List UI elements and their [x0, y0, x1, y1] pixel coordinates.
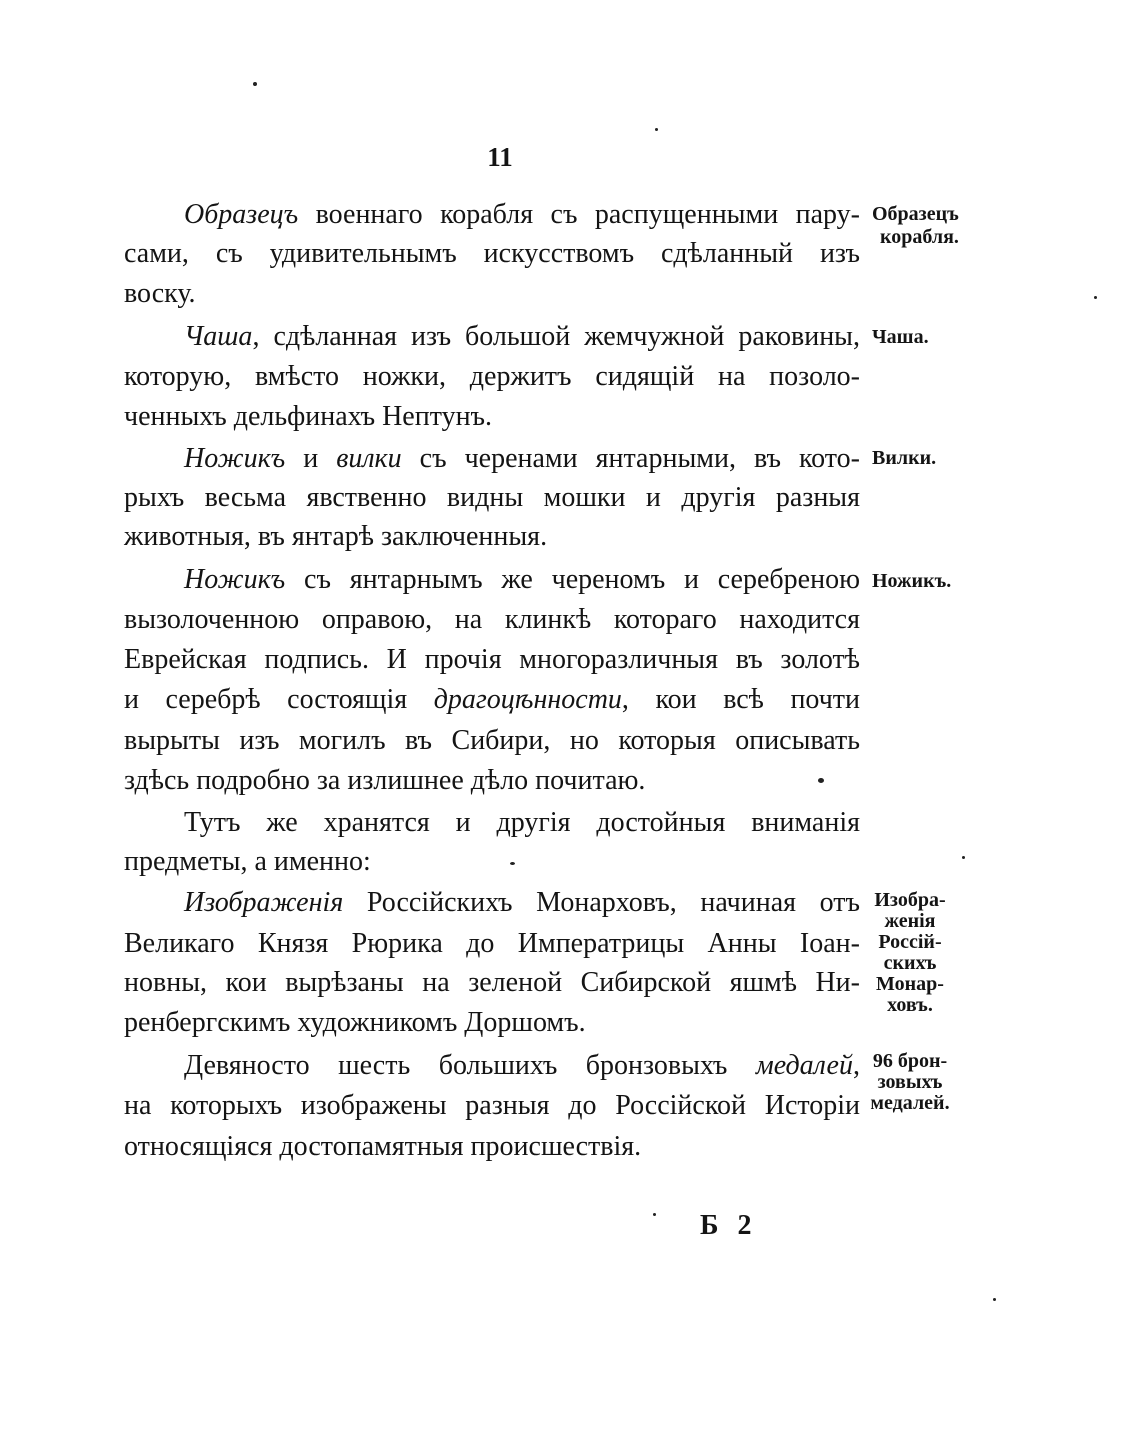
- text-line: Еврейская подпись. И прочія многоразличныя въ золотѣ: [124, 644, 860, 675]
- signature-mark: Б 2: [700, 1210, 758, 1241]
- italic-term: Изображенія: [184, 887, 344, 918]
- italic-term: драгоцѣнности: [433, 684, 622, 715]
- margin-note: женія: [884, 910, 936, 932]
- italic-term: вилки: [336, 443, 402, 474]
- text-line: которую, вмѣсто ножки, держитъ сидящій на позоло-: [124, 361, 860, 392]
- text-line: [184, 198, 860, 232]
- text-line: на которыхъ изображены разныя до Россійской Исторіи: [124, 1090, 860, 1121]
- text-span: Девяносто шесть большихъ бронзовыхъ: [184, 1050, 756, 1081]
- text-line: рыхъ весьма явственно видны мошки и другія разныя: [124, 482, 860, 513]
- text-line: [124, 683, 860, 717]
- text-line: воску.: [124, 278, 196, 309]
- text-line: относящіяся достопамятныя происшествія.: [124, 1131, 642, 1162]
- text-line: [184, 563, 860, 597]
- margin-note: ховъ.: [887, 994, 933, 1016]
- italic-term: Образецъ: [184, 199, 299, 230]
- text-line: [184, 442, 860, 476]
- text-line: предметы, а именно:: [124, 846, 371, 877]
- margin-note: Ножикъ.: [872, 570, 952, 592]
- text-line: [184, 886, 860, 920]
- text-span: съ черенами янтарными, въ кото-: [401, 443, 860, 474]
- print-speck: [653, 1213, 656, 1216]
- italic-term: Ножикъ: [184, 564, 286, 595]
- margin-note: медалей.: [870, 1092, 950, 1114]
- margin-note: Монар-: [876, 973, 944, 995]
- text-line: здѣсь подробно за излишнее дѣло почитаю.: [124, 765, 646, 796]
- text-line: ченныхъ дельфинахъ Нептунъ.: [124, 401, 493, 432]
- text-span: ,: [853, 1050, 860, 1081]
- text-span: , кои всѣ почти: [621, 684, 861, 715]
- text-line: животныя, въ янтарѣ заключенныя.: [124, 521, 548, 552]
- text-line: Тутъ же хранятся и другія достойныя вниманія: [184, 807, 860, 838]
- margin-note: Чаша.: [872, 326, 929, 348]
- print-speck: [655, 128, 658, 131]
- page-number: 11: [487, 142, 513, 172]
- text-span: , сдѣланная изъ большой жемчужной раковины,: [252, 321, 860, 352]
- margin-note: Образецъ: [872, 203, 959, 225]
- text-line: ренбергскимъ художникомъ Доршомъ.: [124, 1007, 586, 1038]
- text-line: Великаго Князя Рюрика до Императрицы Анны Іоан-: [124, 928, 860, 959]
- text-span: военнаго корабля съ распущенными пару-: [315, 199, 861, 230]
- print-speck: [1094, 296, 1097, 299]
- margin-note: зовыхъ: [877, 1071, 943, 1093]
- text-span: Россійскихъ Монарховъ, начиная отъ: [343, 887, 860, 918]
- text-line: вызолоченною оправою, на клинкѣ котораго находится: [124, 604, 860, 635]
- margin-note: корабля.: [880, 226, 959, 248]
- print-speck: [818, 778, 824, 783]
- margin-note: скихъ: [883, 952, 937, 974]
- print-speck: [993, 1298, 996, 1301]
- text-span: и: [285, 443, 337, 474]
- italic-term: медалей: [755, 1050, 853, 1081]
- margin-note: Изобра-: [874, 889, 946, 911]
- italic-term: Чаша: [184, 321, 253, 352]
- margin-note: Вилки.: [872, 447, 937, 469]
- text-span: и серебрѣ состоящія: [124, 684, 434, 715]
- text-line: новны, кои вырѣзаны на зеленой Сибирской яшмѣ Ни-: [124, 967, 860, 998]
- italic-term: Ножикъ: [184, 443, 286, 474]
- print-speck: [962, 856, 965, 859]
- margin-note: 96 брон-: [872, 1050, 948, 1072]
- print-speck: [253, 82, 257, 86]
- text-line: сами, съ удивительнымъ искусствомъ сдѣланный изъ: [124, 238, 860, 269]
- text-line: [184, 1049, 860, 1083]
- text-line: вырыты изъ могилъ въ Сибири, но которыя описывать: [124, 725, 860, 756]
- text-span: съ янтарнымъ же череномъ и серебреною: [285, 564, 860, 595]
- text-line: [184, 320, 860, 354]
- print-speck: [510, 862, 515, 865]
- margin-note: Россій-: [878, 931, 942, 953]
